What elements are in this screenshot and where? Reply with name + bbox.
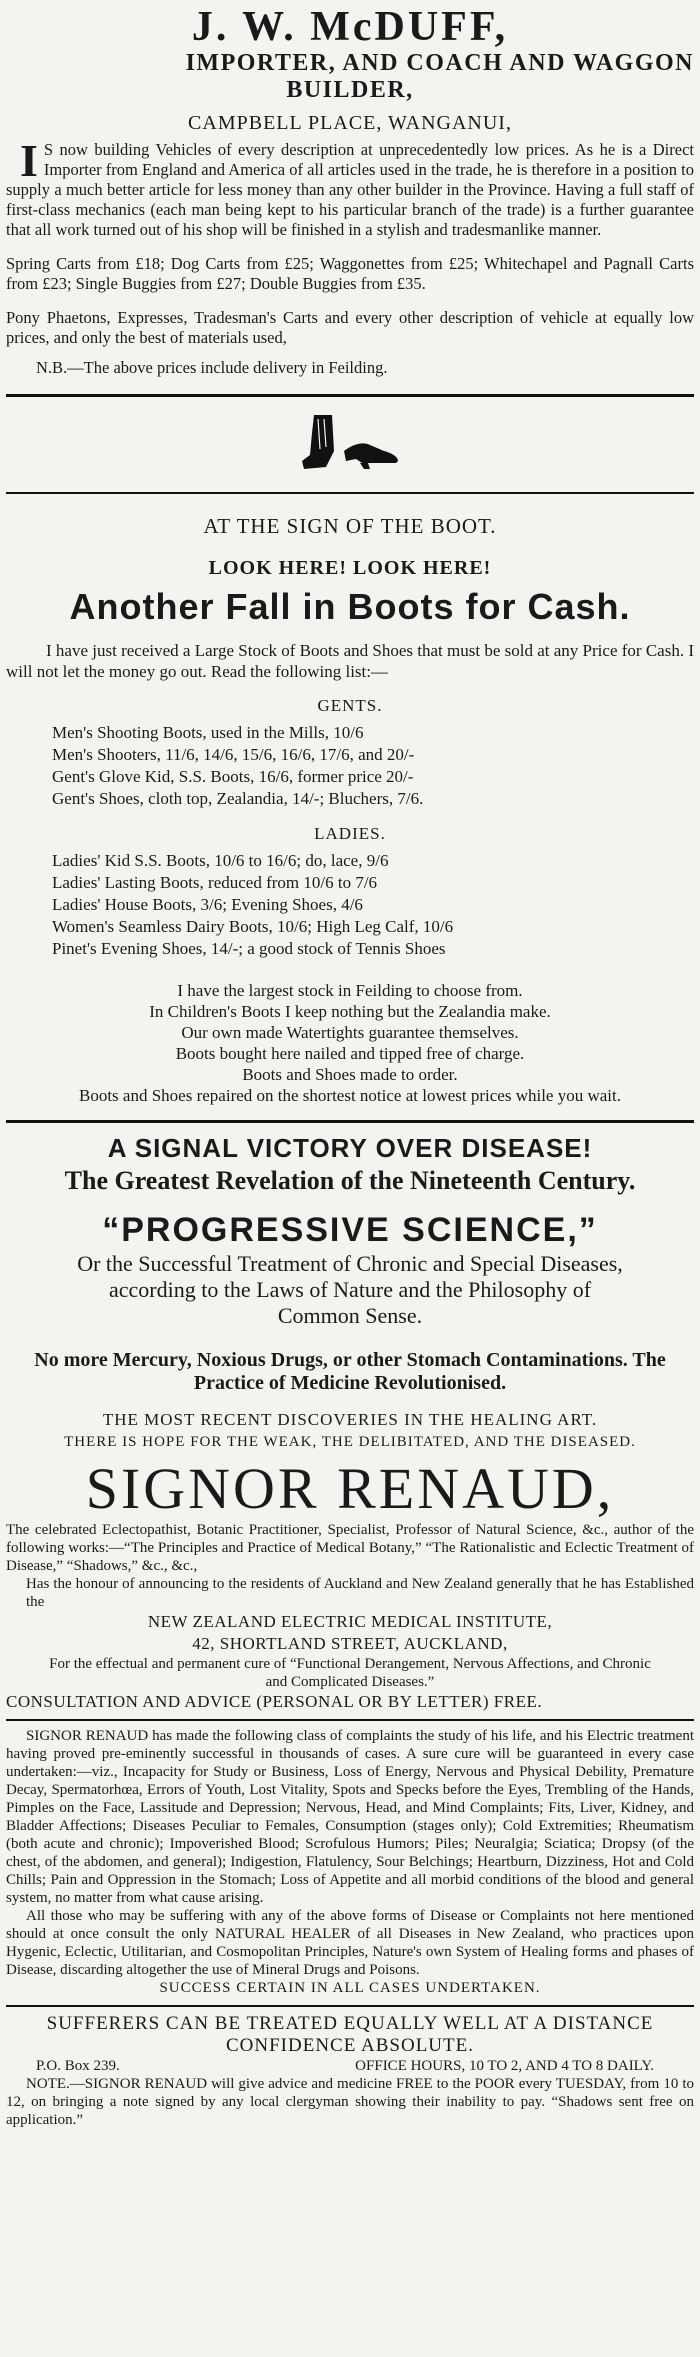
renaud-progressive: “PROGRESSIVE SCIENCE,” [102,1211,598,1249]
ladies-list [6,850,694,960]
list-item: In Children's Boots I keep nothing but the Zealandia make. [149,1002,551,1021]
renaud-street: 42, SHORTLAND STREET, AUCKLAND, [192,1634,508,1653]
mcduff-other: Pony Phaetons, Expresses, Tradesman's Carts and every other description of vehicle at equally low prices, and only the best of materials used, [6,308,694,347]
list-item: Boots bought here nailed and tipped free of charge. [175,1044,525,1063]
newspaper-page [0,4,700,2357]
boot-look: LOOK HERE! LOOK HERE! [208,557,492,579]
renaud-recent1: THE MOST RECENT DISCOVERIES IN THE HEALING ART. [102,1410,598,1429]
renaud-hours: OFFICE HOURS, 10 TO 2, AND 4 TO 8 DAILY. [355,2058,654,2074]
mcduff-name: J. W. McDUFF, [191,4,509,50]
renaud-victory: A SIGNAL VICTORY OVER DISEASE! [107,1133,593,1163]
boot-intro: I have just received a Large Stock of Boots and Shoes that must be sold at any Price for Cash. I will not let the money go out. Read the following list:— [6,641,694,681]
boot-headline: Another Fall in Boots for Cash. [69,586,631,627]
renaud-consultation: CONSULTATION AND ADVICE (PERSONAL OR BY LETTER) FREE. [6,1692,543,1711]
renaud-cure: For the effectual and permanent cure of “Functional Derangement, Nervous Affections, and Chronic and Complicated Diseases.” [49,1656,651,1690]
mcduff-line1: IMPORTER, AND COACH AND WAGGON [185,50,694,76]
renaud-all-those: All those who may be suffering with any of the above forms of Disease or Complaints not here mentioned should at once consult the only NATURAL HEALER of all Diseases in New Zealand, who practices upon Hygenic, Eclectic, Utilitarian, and Cosmopolitan Principles, Nature's own System of Healing forms and phases of Disease, discarding altogether the use of Mineral Drugs and Poisons. [6,1908,694,1978]
list-item: Gent's Glove Kid, S.S. Boots, 16/6, former price 20/- [52,767,414,786]
renaud-note: NOTE.—SIGNOR RENAUD will give advice and medicine FREE to the POOR every TUESDAY, from 10 to 12, on bringing a note signed by any local clergyman showing their inability to pay. “Shadows sent free on application.” [6,2076,694,2128]
renaud-advert [6,1131,694,2129]
renaud-recent2: THERE IS HOPE FOR THE WEAK, THE DELIBITATED, AND THE DISEASED. [64,1434,636,1450]
ladies-title: LADIES. [314,824,386,843]
list-item: Ladies' House Boots, 3/6; Evening Shoes, 4/6 [52,895,363,914]
dropcap: I [20,135,38,186]
renaud-contact [6,2057,694,2075]
list-item: Boots and Shoes made to order. [242,1065,458,1084]
renaud-greatest: The Greatest Revelation of the Nineteenth Century. [64,1166,636,1195]
divider [6,492,694,494]
mcduff-address: CAMPBELL PLACE, WANGANUI, [188,112,512,134]
divider [6,1120,694,1123]
list-item: Men's Shooting Boots, used in the Mills, 10/6 [52,723,364,742]
renaud-institute: NEW ZEALAND ELECTRIC MEDICAL INSTITUTE, [147,1612,553,1631]
boot-closing [6,980,694,1085]
list-item: Men's Shooters, 11/6, 14/6, 15/6, 16/6, 17/6, and 20/- [52,745,415,764]
list-item: I have the largest stock in Feilding to choose from. [177,981,523,1000]
list-item: Ladies' Lasting Boots, reduced from 10/6 to 7/6 [52,873,378,892]
boot-sign: AT THE SIGN OF THE BOOT. [203,514,497,538]
mcduff-intro [6,135,694,240]
mcduff-prices: Spring Carts from £18; Dog Carts from £25; Waggonettes from £25; Whitechapel and Pagnall Carts from £23; Single Buggies from £27; Double Buggies from £35. [6,254,694,293]
gents-list [6,722,694,810]
list-item: Ladies' Kid S.S. Boots, 10/6 to 16/6; do, lace, 9/6 [52,851,389,870]
divider [6,1719,694,1721]
list-item: Women's Seamless Dairy Boots, 10/6; High Leg Calf, 10/6 [52,917,454,936]
list-item: Gent's Shoes, cloth top, Zealandia, 14/-; Bluchers, 7/6. [52,789,424,808]
renaud-sufferers: SUFFERERS CAN BE TREATED EQUALLY WELL AT A DISTANCE CONFIDENCE ABSOLUTE. [46,2013,654,2056]
renaud-pobox: P.O. Box 239. [36,2058,120,2074]
mcduff-nb: N.B.—The above prices include delivery in Feilding. [36,358,388,377]
mcduff-intro-text: S now building Vehicles of every description at unprecedentedly low prices. As he is a Direct Importer from England and America of all articles used in the trade, he is therefore in a position to supply a much better article for less money than any other builder in the Province. Having a full staff of first-class mechanics (each man being kept to his particular branch of the trade) is a further guarantee that all work turned out of his shop will be finished in a stylish and tradesmanlike manner. [6,140,694,239]
boot-advert [6,397,694,1120]
boot-repairs: Boots and Shoes repaired on the shortest notice at lowest prices while you wait. [79,1086,621,1105]
renaud-name: SIGNOR RENAUD, [85,1456,615,1521]
renaud-honour: Has the honour of announcing to the residents of Auckland and New Zealand generally that he has Established the [26,1576,694,1610]
gents-title: GENTS. [317,696,383,715]
mcduff-line2: BUILDER, [286,77,414,103]
divider [6,2005,694,2007]
renaud-complaints: SIGNOR RENAUD has made the following class of complaints the study of his life, and his Electric treatment having proved pre-eminently successful in thousands of cases. A sure cure will be guaranteed in every case undertaken:—viz., Incapacity for Study or Business, Loss of Energy, Nervous and Physical Debility, Premature Decay, Spermatorhœa, Errors of Youth, Lost Vitality, Spots and Specks before the Eyes, Trembling of the Hands, Pimples on the Face, Lassitude and Depression; Nervous, Head, and Mind Complaints; Fits, Liver, Kidney, and Bladder Affections; Diseases Peculiar to Females, Consumption (stages only); Cold Extremities; Rheumatism (both acute and chronic); Impoverished Blood; Scrofulous Humors; Piles; Neuralgia; Sciatica; Dropsy (of the chest, of the abdomen, and general); Indigestion, Flatulency, Sour Belchings; Heartburn, Dizziness, Hot and Cold Chills; Pain and Oppression in the Stomach; Loss of Appetite and all morbid conditions of the blood and general system, no matter from what cause arising. [6,1728,694,1906]
list-item: Our own made Watertights guarantee themselves. [181,1023,519,1042]
renaud-success: SUCCESS CERTAIN IN ALL CASES UNDERTAKEN. [159,1980,541,1996]
list-item: Pinet's Evening Shoes, 14/-; a good stock of Tennis Shoes [52,939,446,958]
boot-icon [300,411,400,473]
renaud-mercury: No more Mercury, Noxious Drugs, or other Stomach Contaminations. The Practice of Medicine Revolutionised. [34,1349,666,1394]
mcduff-advert [6,4,694,394]
renaud-celebrated: The celebrated Eclectopathist, Botanic Practitioner, Specialist, Professor of Natural Science, &c., author of the following works:—“The Principles and Practice of Medical Botany,” “The Rationalistic and Eclectic Treatment of Disease,” “Shadows,” &c., &c., [6,1522,694,1574]
renaud-or-line: Or the Successful Treatment of Chronic and Special Diseases, according to the Laws of Nature and the Philosophy of Common Sense. [77,1251,623,1328]
